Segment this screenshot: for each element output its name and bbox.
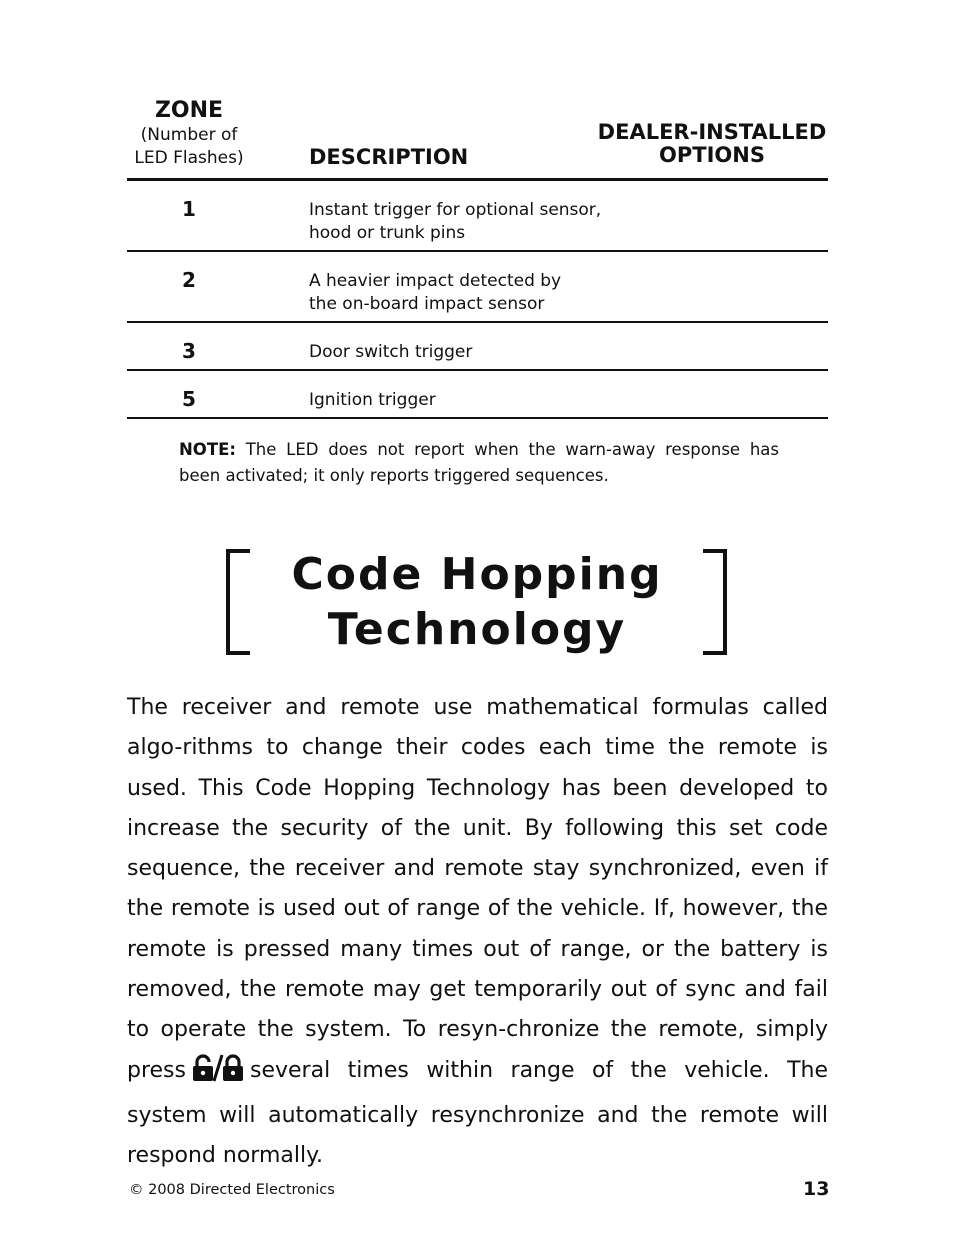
zone-number: 2 [182,268,196,292]
zone-description: Door switch trigger [309,342,473,362]
options-header-line-2: OPTIONS [659,143,765,167]
page-number: 13 [803,1178,830,1200]
table-row [127,181,828,252]
options-header-line-1: DEALER-INSTALLED [597,120,827,144]
table-row [127,371,828,419]
table-header [127,98,828,181]
zone-description: Ignition trigger [309,390,436,410]
options-column-header [597,121,827,167]
description-line: the on-board impact sensor [309,294,545,314]
section-title-line-1: Code Hopping [291,549,663,600]
body-text-after-icon: several times within range of the vehicle. The system will automatically resynchronize and the remote will respond normally. [127,1057,828,1169]
note-label: NOTE: [179,440,236,459]
zone-header-sub-2: LED Flashes) [134,148,244,168]
description-column-header: DESCRIPTION [309,145,469,169]
description-line: hood or trunk pins [309,223,466,243]
zone-description [309,270,561,316]
zone-table [127,98,828,419]
lock-unlock-icon [192,1054,244,1096]
zone-number: 3 [182,339,196,363]
note-text: The LED does not report when the warn-away response has been activated; it only reports triggered sequences. [179,440,779,485]
copyright-text: © 2008 Directed Electronics [129,1182,335,1198]
zone-number: 5 [182,387,196,411]
section-title [250,547,704,657]
section-title-line-2: Technology [327,604,627,655]
description-line: Instant trigger for optional sensor, [309,200,602,220]
zone-header-title: ZONE [154,98,224,123]
left-bracket [226,549,250,655]
right-bracket [703,549,727,655]
description-line: A heavier impact detected by [309,271,562,291]
body-text-before-icon: The receiver and remote use mathematical formulas called algo-rithms to change their codes each time the remote is used. This Code Hopping Technology has been developed to increase the security of the unit. By following this set code sequence, the receiver and remote stay synchronized, even if the remote is used out of range of the vehicle. If, however, the remote is pressed many times out of range, or the battery is removed, the remote may get temporarily out of sync and fail to operate the system. To resyn-chronize the remote, simply press [127,695,828,1083]
zone-number: 1 [182,197,196,221]
zone-description [309,199,601,245]
table-row [127,323,828,371]
body-paragraph [127,688,828,1177]
zone-column-header [127,98,251,170]
note-paragraph [179,437,779,489]
zone-header-sub-1: (Number of [140,125,238,145]
table-row [127,252,828,323]
